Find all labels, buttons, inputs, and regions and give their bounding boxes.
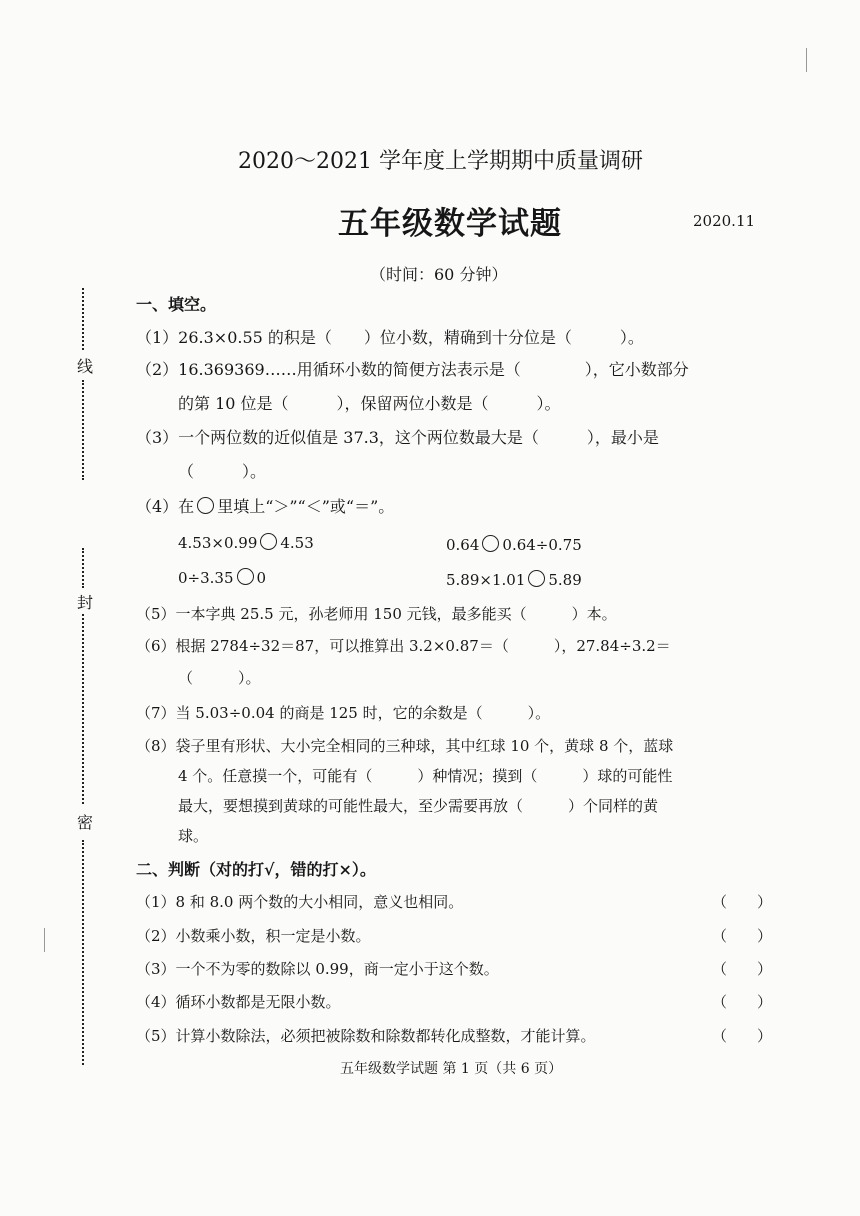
compare-3-right: 0 bbox=[256, 569, 267, 587]
question-5: （5）一本字典 25.5 元，孙老师用 150 元钱，最多能买（ ）本。 bbox=[136, 605, 617, 623]
question-8-line1: （8）袋子里有形状、大小完全相同的三种球，其中红球 10 个，黄球 8 个，蓝球 bbox=[136, 737, 674, 755]
question-1: （1）26.3×0.55 的积是（ ）位小数，精确到十分位是（ ）。 bbox=[136, 328, 644, 347]
question-3-line1: （3）一个两位数的近似值是 37.3，这个两位数最大是（ ），最小是 bbox=[136, 428, 659, 447]
page-footer: 五年级数学试题 第 1 页（共 6 页） bbox=[340, 1061, 563, 1077]
compare-item-2 bbox=[446, 535, 582, 554]
judge-item-5: （5）计算小数除法，必须把被除数和除数都转化成整数，才能计算。 bbox=[136, 1027, 596, 1045]
question-6-line1: （6）根据 2784÷32＝87，可以推算出 3.2×0.87＝（ ），27.84÷3.2＝ bbox=[136, 637, 671, 655]
judge-item-2: （2）小数乘小数，积一定是小数。 bbox=[136, 927, 371, 945]
compare-3-left: 0÷3.35 bbox=[178, 569, 234, 587]
section2-heading: 二、判断（对的打√，错的打×）。 bbox=[136, 860, 376, 879]
binding-dotted-line-3 bbox=[82, 548, 84, 588]
exam-title: 五年级数学试题 bbox=[338, 206, 562, 242]
judge-item-3: （3）一个不为零的数除以 0.99，商一定小于这个数。 bbox=[136, 960, 499, 978]
question-2-line2: 的第 10 位是（ ），保留两位小数是（ ）。 bbox=[178, 394, 561, 413]
judge-answer-box-2[interactable]: （ ） bbox=[712, 927, 773, 945]
scan-mark bbox=[806, 48, 807, 72]
question-8-line3: 最大，要想摸到黄球的可能性最大，至少需要再放（ ）个同样的黄 bbox=[178, 797, 659, 815]
compare-circle-icon[interactable] bbox=[260, 533, 277, 550]
binding-mark-feng: 封 bbox=[76, 590, 94, 613]
section1-heading: 一、填空。 bbox=[136, 295, 217, 314]
binding-dotted-line-2 bbox=[82, 380, 84, 480]
question-8-line4: 球。 bbox=[178, 827, 209, 845]
compare-1-left: 4.53×0.99 bbox=[178, 534, 258, 552]
compare-item-1 bbox=[178, 533, 314, 552]
compare-circle-icon[interactable] bbox=[482, 535, 499, 552]
compare-4-left: 5.89×1.01 bbox=[446, 571, 526, 589]
question-8-line2: 4 个。任意摸一个，可能有（ ）种情况；摸到（ ）球的可能性 bbox=[178, 767, 673, 785]
exam-date: 2020.11 bbox=[693, 212, 756, 230]
judge-answer-box-5[interactable]: （ ） bbox=[712, 1027, 773, 1045]
compare-item-3 bbox=[178, 568, 266, 587]
compare-circle-icon bbox=[197, 497, 214, 514]
binding-mark-mi: 密 bbox=[76, 810, 94, 833]
question-3-line2: （ ）。 bbox=[178, 462, 267, 481]
binding-mark-xian: 线 bbox=[76, 354, 94, 377]
compare-2-left: 0.64 bbox=[446, 536, 480, 554]
compare-circle-icon[interactable] bbox=[528, 570, 545, 587]
compare-1-right: 4.53 bbox=[280, 534, 314, 552]
exam-subtitle: 2020～2021 学年度上学期期中质量调研 bbox=[238, 149, 643, 174]
time-note: （时间：60 分钟） bbox=[370, 265, 508, 284]
binding-dotted-line-5 bbox=[82, 840, 84, 1065]
question-2-line1: （2）16.369369……用循环小数的简便方法表示是（ ），它小数部分 bbox=[136, 360, 689, 379]
judge-answer-box-1[interactable]: （ ） bbox=[712, 893, 773, 911]
question-7: （7）当 5.03÷0.04 的商是 125 时，它的余数是（ ）。 bbox=[136, 704, 551, 722]
question-4-intro-b: 里填上“＞”“＜”或“＝”。 bbox=[217, 497, 395, 516]
judge-answer-box-3[interactable]: （ ） bbox=[712, 960, 773, 978]
question-4-intro bbox=[136, 494, 394, 517]
compare-circle-icon[interactable] bbox=[237, 568, 254, 585]
binding-dotted-line-4 bbox=[82, 614, 84, 804]
question-6-line2: （ ）。 bbox=[178, 669, 261, 687]
compare-2-right: 0.64÷0.75 bbox=[502, 536, 582, 554]
compare-item-4 bbox=[446, 570, 582, 589]
judge-item-1: （1）8 和 8.0 两个数的大小相同，意义也相同。 bbox=[136, 893, 464, 911]
binding-dotted-line-1 bbox=[82, 288, 84, 350]
judge-item-4: （4）循环小数都是无限小数。 bbox=[136, 993, 341, 1011]
judge-answer-box-4[interactable]: （ ） bbox=[712, 993, 773, 1011]
question-4-intro-a: （4）在 bbox=[136, 497, 195, 516]
scan-mark bbox=[44, 928, 45, 952]
compare-4-right: 5.89 bbox=[548, 571, 582, 589]
